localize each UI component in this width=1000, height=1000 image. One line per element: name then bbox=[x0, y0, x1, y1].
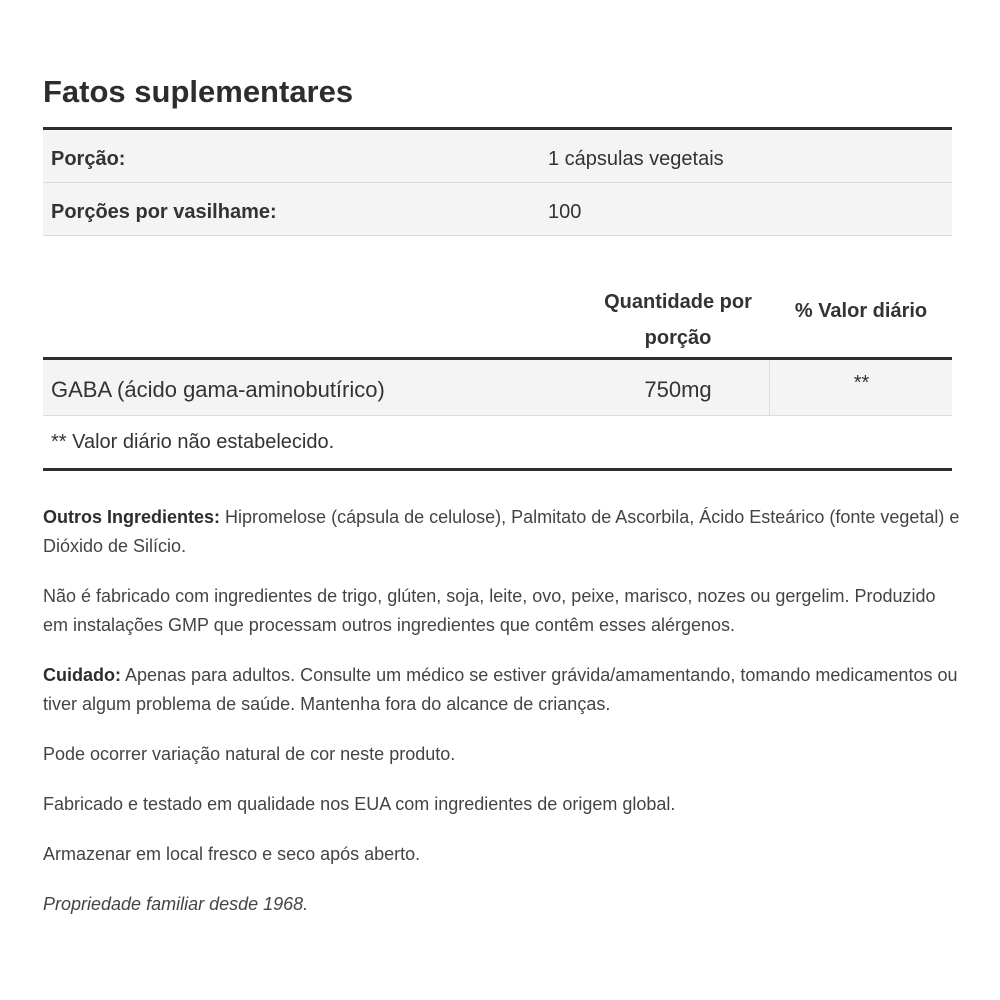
footnote-row bbox=[43, 416, 952, 471]
servings-per-container-value: 100 bbox=[548, 201, 582, 223]
amount-header-line2: porção bbox=[644, 327, 712, 349]
family-owned-note: Propriedade familiar desde 1968. bbox=[43, 894, 309, 914]
daily-value-header: % Valor diário bbox=[794, 300, 928, 322]
allergen-statement: Não é fabricado com ingredientes de trigo, glúten, soja, leite, ovo, peixe, marisco, nozes ou gergelim. Produzido em instalações GMP que processam outros ingredientes que contêm esses alérgenos. bbox=[43, 586, 936, 635]
amount-header-line1: Quantidade por bbox=[604, 291, 752, 313]
amount-per-serving-header bbox=[578, 284, 778, 356]
color-variation-note: Pode ocorrer variação natural de cor neste produto. bbox=[43, 744, 456, 764]
product-notes bbox=[43, 503, 963, 940]
serving-size-value: 1 cápsulas vegetais bbox=[548, 148, 724, 170]
nutrient-amount: 750mg bbox=[644, 377, 712, 402]
nutrient-table bbox=[43, 357, 952, 471]
caution-label: Cuidado: bbox=[43, 665, 121, 685]
other-ingredients bbox=[43, 503, 963, 561]
page-title: Fatos suplementares bbox=[43, 74, 354, 109]
footnote-text: ** Valor diário não estabelecido. bbox=[51, 431, 335, 453]
serving-size-label: Porção: bbox=[51, 148, 126, 170]
caution-text: Apenas para adultos. Consulte um médico se estiver grávida/amamentando, tomando medicamentos ou tiver algum problema de saúde. Mantenha fora do alcance de crianças. bbox=[43, 665, 958, 714]
caution-statement bbox=[43, 661, 963, 719]
nutrient-name: GABA (ácido gama-aminobutírico) bbox=[51, 377, 385, 402]
servings-per-container-label: Porções por vasilhame: bbox=[51, 201, 277, 223]
serving-size-row bbox=[43, 130, 952, 183]
servings-per-container-row bbox=[43, 183, 952, 236]
storage-note: Armazenar em local fresco e seco após aberto. bbox=[43, 844, 421, 864]
other-ingredients-text: Hipromelose (cápsula de celulose), Palmitato de Ascorbila, Ácido Esteárico (fonte vegetal) e Dióxido de Silício. bbox=[43, 507, 960, 556]
other-ingredients-label: Outros Ingredientes: bbox=[43, 507, 221, 527]
nutrient-row bbox=[43, 360, 952, 416]
nutrient-daily-value: ** bbox=[769, 360, 953, 415]
serving-info-table bbox=[43, 127, 952, 236]
manufacturing-note: Fabricado e testado em qualidade nos EUA com ingredientes de origem global. bbox=[43, 794, 676, 814]
